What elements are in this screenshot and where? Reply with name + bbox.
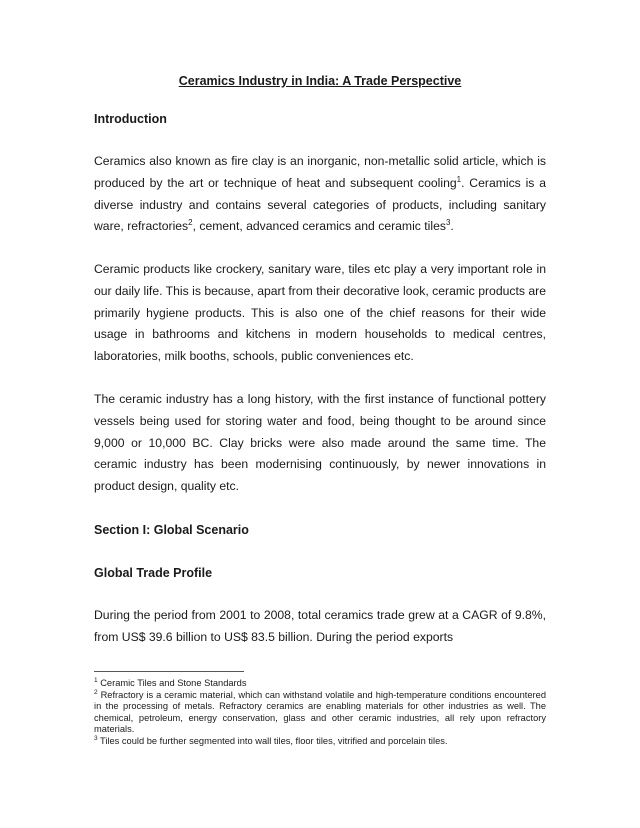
footnote-1 — [94, 678, 546, 690]
intro-paragraph-3: The ceramic industry has a long history, with the first instance of functional pottery vessels being used for storing water and food, being thought to be around since 9,000 or 10,000 BC. Clay bricks were also made around the same time. The ceramic industry has been modernising continuously, by newer innovations in product design, quality etc. — [94, 392, 546, 494]
intro-paragraph-2: Ceramic products like crockery, sanitary ware, tiles etc play a very important role in our daily life. This is because, apart from their decorative look, ceramic products are primarily hygiene products. This is also one of the chief reasons for their wide usage in bathrooms and kitchens in modern households to medical centres, laboratories, milk booths, schools, public conveniences etc. — [94, 262, 546, 364]
intro-p1-text-c: , cement, advanced ceramics and ceramic tiles — [192, 219, 446, 234]
global-trade-profile-heading: Global Trade Profile — [94, 566, 213, 580]
intro-p1-text-b: . Ceramics is a diverse industry and contains several categories of products, including sanitary ware, refractories — [94, 175, 546, 234]
intro-p1-text-a: Ceramics also known as fire clay is an inorganic, non-metallic solid article, which is produced by the art or technique of heat and subsequent cooling — [94, 154, 546, 190]
footnotes — [94, 678, 546, 748]
footnote-ref-3: 3 — [445, 218, 451, 228]
footnote-ref-2: 2 — [188, 218, 193, 228]
introduction-heading: Introduction — [94, 112, 167, 126]
footnote-2 — [94, 690, 546, 736]
footnote-3 — [94, 736, 546, 748]
footnote-text: Tiles could be further segmented into wall tiles, floor tiles, vitrified and porcelain tiles. — [100, 735, 448, 746]
section-1-paragraph-1: During the period from 2001 to 2008, total ceramics trade grew at a CAGR of 9.8%, from US$ 39.6 billion to US$ 83.5 billion. During the period exports — [94, 608, 546, 644]
footnote-number: 1 — [94, 676, 98, 684]
footnote-number: 3 — [94, 734, 98, 742]
document-title: Ceramics Industry in India: A Trade Perspective — [178, 74, 462, 88]
footnote-text: Ceramic Tiles and Stone Standards — [100, 678, 247, 688]
footnote-ref-1: 1 — [456, 174, 462, 184]
intro-paragraph-1 — [94, 151, 546, 238]
intro-p1-text-d: . — [450, 219, 454, 234]
section-1-heading: Section I: Global Scenario — [94, 523, 249, 537]
footnote-separator — [94, 671, 244, 672]
footnote-text: Refractory is a ceramic material, which can withstand volatile and high-temperature conditions encountered in the processing of metals. Refractory ceramics are enabling materials for other industries as well. The chemical, petroleum, energy conservation, glass and other ceramic industries, all rely upon refractory materials. — [94, 689, 546, 735]
footnote-number: 2 — [94, 688, 98, 696]
